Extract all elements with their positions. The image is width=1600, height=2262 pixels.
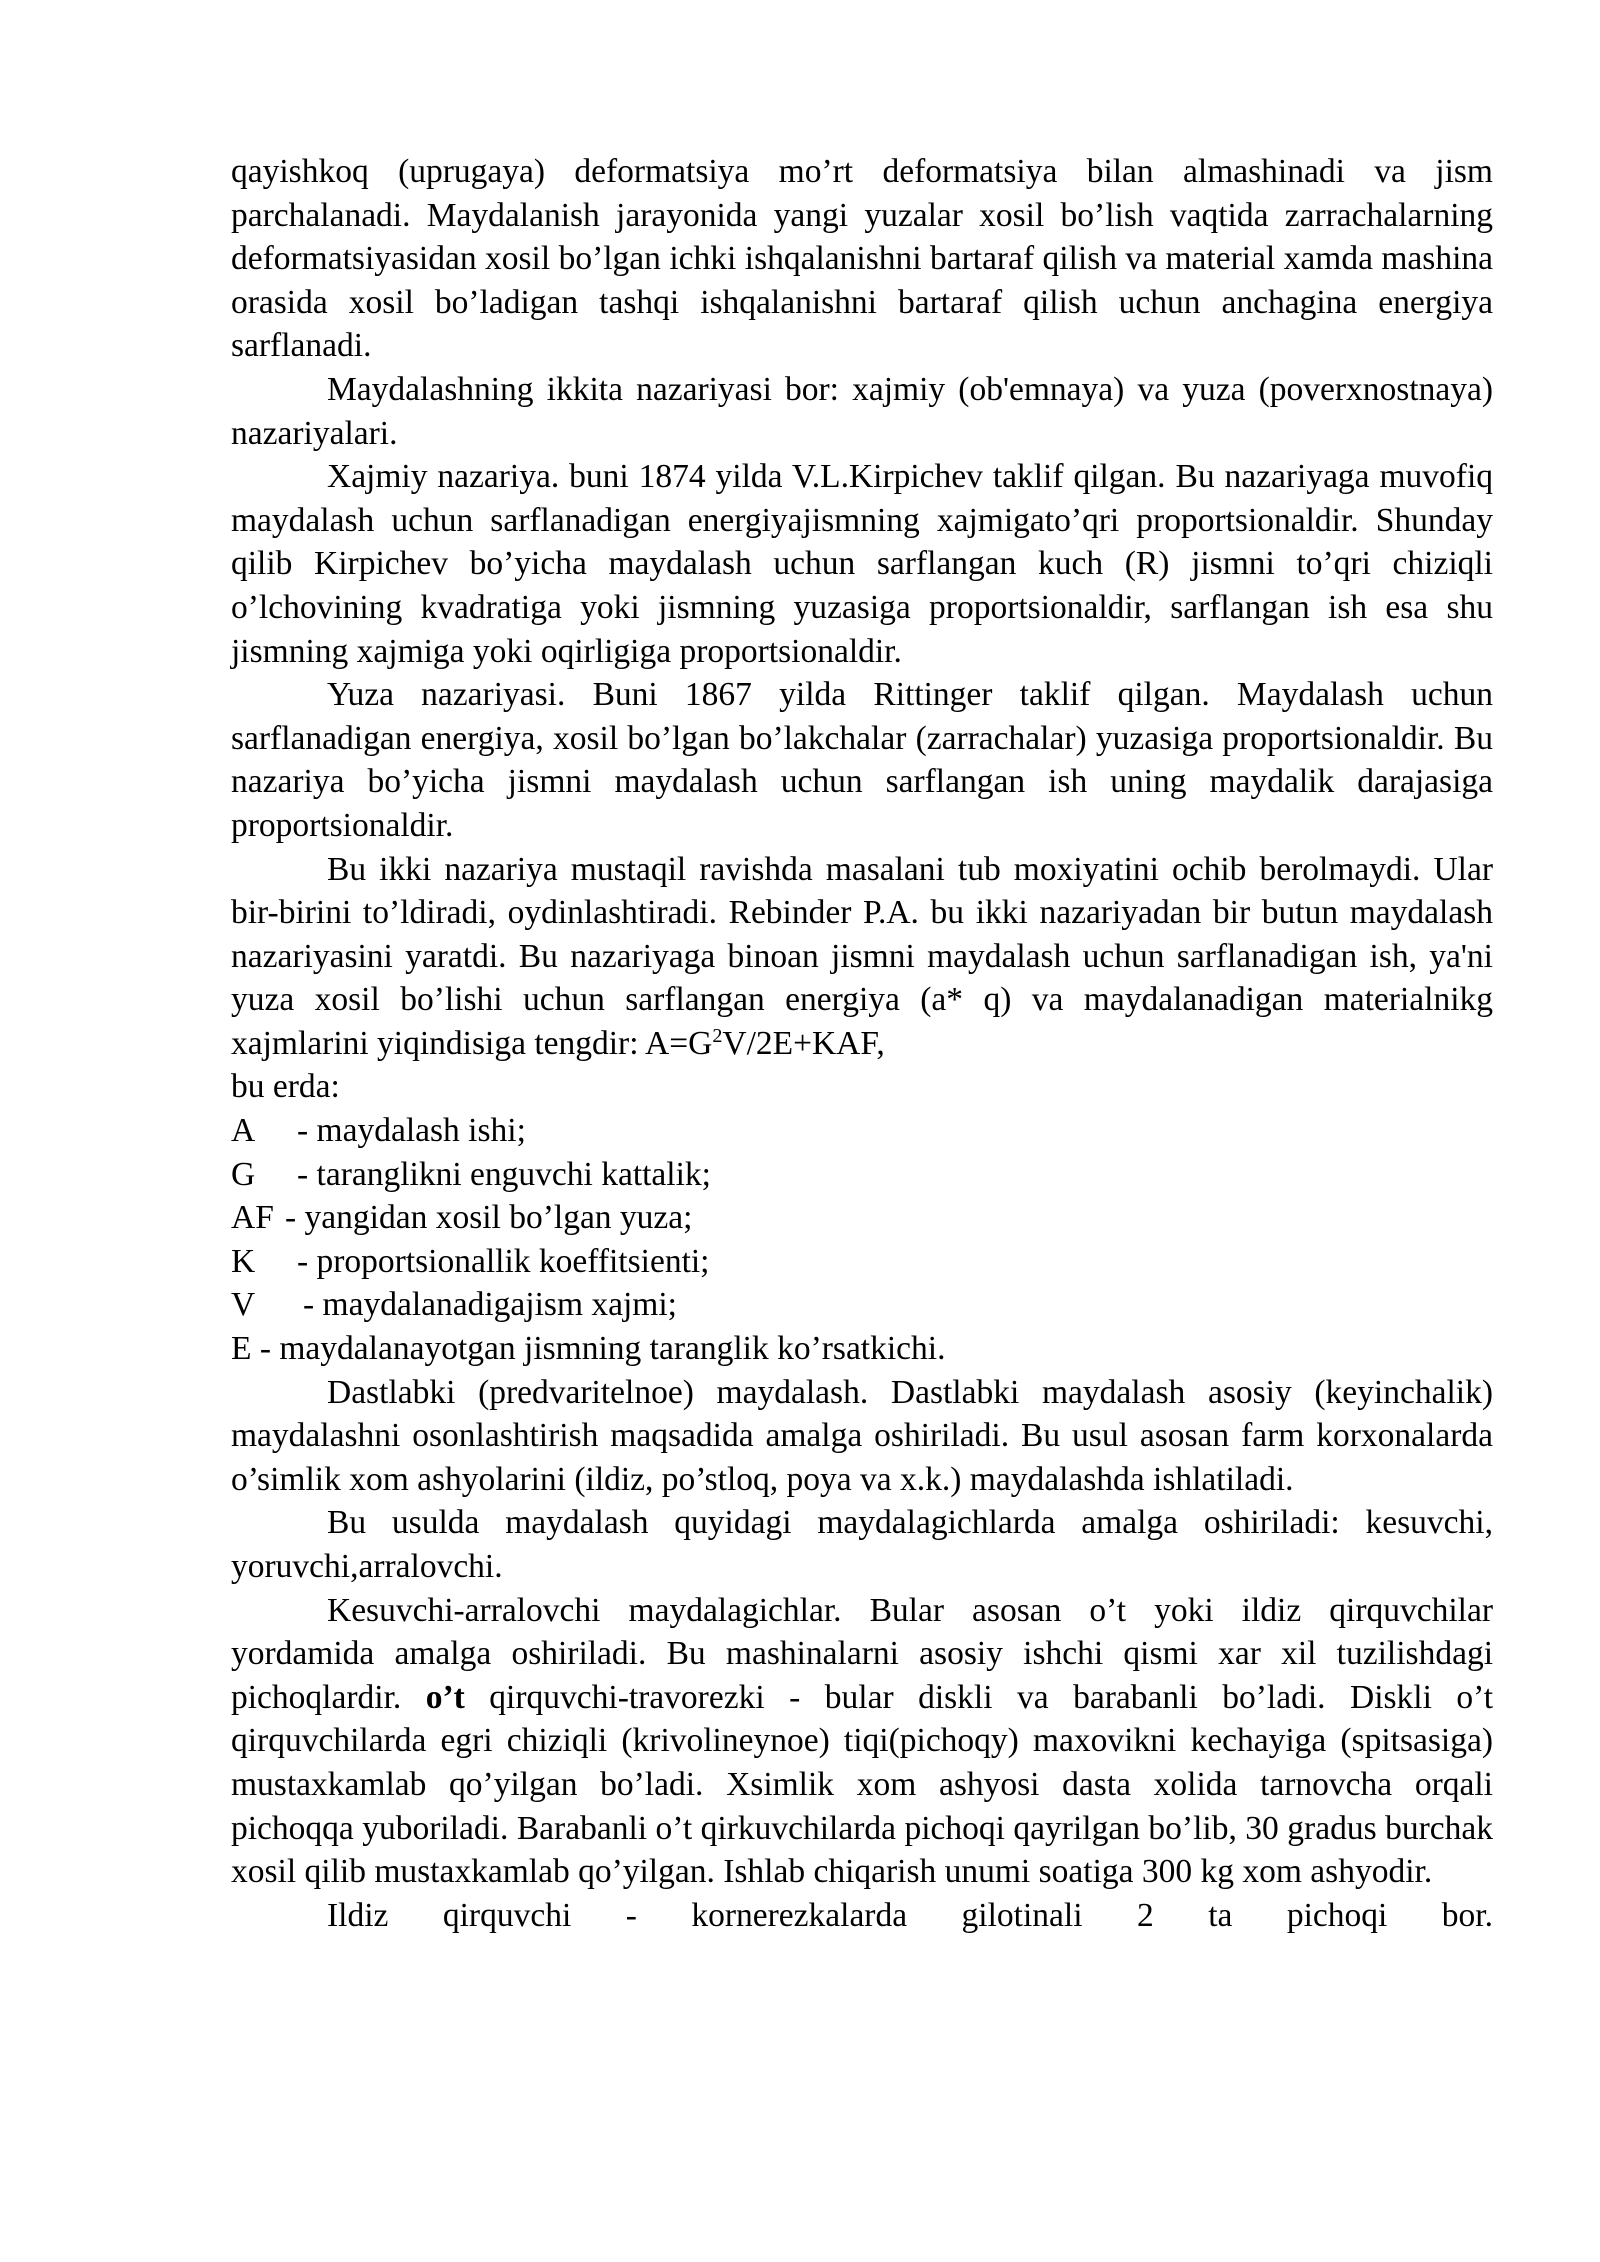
definition-item xyxy=(231,1283,1493,1327)
paragraph-surface-theory: Yuza nazariyasi. Buni 1867 yilda Rittinger taklif qilgan. Maydalash uchun sarflanadigan energiya, xosil bo’lgan bo’lakchalar (zarrachalar) yuzasiga proportsionaldir. Bu nazariya bo’yicha jismni maydalash uchun sarflangan ish uning maydalik darajasiga proportsionaldir. xyxy=(231,676,1493,844)
cutting-text-a: Kesuvchi-arralovchi maydalagichlar. Bular asosan o’t yoki ildiz qirquvchilar yordamida amalga oshiriladi. Bu mashinalarni asosiy ishchi qismi xar xil tuzilishdagi pichoqlardir. xyxy=(231,1591,1493,1716)
paragraph-deformation: qayishkoq (uprugaya) deformatsiya mo’rt deformatsiya bilan almashinadi va jism parchalanadi. Maydalanish jarayonida yangi yuzalar xosil bo’lish vaqtida zarrachalarning deformatsiyasidan xosil bo’lgan ichki ishqalanishni bartaraf qilish va material xamda mashina orasida xosil bo’ladigan tashqi ishqalanishni bartaraf qilish uchun anchagina energiya sarflanadi. xyxy=(231,153,1493,365)
definition-description: - proportsionallik koeffitsienti; xyxy=(297,1242,710,1280)
cutting-bold-term: o’t xyxy=(425,1678,465,1716)
definitions-list xyxy=(231,1109,1493,1371)
definition-symbol: G xyxy=(231,1155,256,1193)
definition-symbol: K xyxy=(231,1242,256,1280)
paragraph-root-cutter: Ildiz qirquvchi - kornerezkalarda gilotinali 2 ta pichoqi bor. xyxy=(327,1896,1493,1934)
paragraph-grinders-list: Bu usulda maydalash quyidagi maydalagichlarda amalga oshiriladi: kesuvchi, yoruvchi,arralovchi. xyxy=(231,1504,1493,1585)
definition-item xyxy=(231,1109,1493,1153)
definition-item-e: E - maydalanayotgan jismning taranglik ko’rsatkichi. xyxy=(231,1330,946,1368)
formula-part-2: V/2E+KAF, xyxy=(722,1024,885,1062)
definition-symbol: V xyxy=(231,1286,256,1324)
definition-symbol: AF xyxy=(231,1199,274,1237)
definition-symbol: A xyxy=(231,1112,256,1150)
definition-description: - yangidan xosil bo’lgan yuza; xyxy=(285,1199,693,1237)
definition-item xyxy=(231,1240,1493,1284)
definition-description: - taranglikni enguvchi kattalik; xyxy=(297,1155,711,1193)
paragraph-preliminary-grinding: Dastlabki (predvaritelnoe) maydalash. Dastlabki maydalash asosiy (keyinchalik) maydalashni osonlashtirish maqsadida amalga oshiriladi. Bu usul asosan farm korxonalarda o’simlik xom ashyolarini (ildiz, po’stloq, poya va x.k.) maydalashda ishlatiladi. xyxy=(231,1373,1493,1498)
definition-description: - maydalash ishi; xyxy=(297,1112,526,1150)
definition-description: - maydalanadigajism xajmi; xyxy=(303,1286,677,1324)
paragraph-volume-theory: Xajmiy nazariya. buni 1874 yilda V.L.Kirpichev taklif qilgan. Bu nazariyaga muvofiq maydalash uchun sarflanadigan energiyajismning xajmigato’qri proportsionaldir. Shunday qilib Kirpichev bo’yicha maydalash uchun sarflangan kuch (R) jismni to’qri chiziqli o’lchovining kvadratiga yoki jismning yuzasiga proportsionaldir, sarflangan ish esa shu jismning xajmiga yoki oqirligiga proportsionaldir. xyxy=(231,458,1493,670)
definition-item xyxy=(231,1196,1493,1240)
cutting-text-b: qirquvchi-travorezki - bular diskli va barabanli bo’ladi. Diskli o’t qirquvchilarda egri chiziqli (krivolineynoe) tiqi(pichoqy) maxovikni kechayiga (spitsasiga) mustaxkamlab qo’yilgan bo’ladi. Xsimlik xom ashyosi dasta xolida tarnovcha orqali pichoqqa yuboriladi. Barabanli o’t qirkuvchilarda pichoqi qayrilgan bo’lib, 30 gradus burchak xosil qilib mustaxkamlab qo’yilgan. Ishlab chiqarish unumi soatiga 300 kg xom ashyodir. xyxy=(231,1678,1494,1891)
formula-exponent: 2 xyxy=(712,1024,723,1047)
paragraph-rebinder-theory xyxy=(231,848,1493,1066)
rebinder-text: Bu ikki nazariya mustaqil ravishda masalani tub moxiyatini ochib berolmaydi. Ular bir-birini to’ldiradi, oydinlashtiradi. Rebinder P.A. bu ikki nazariyadan bir butun maydalash nazariyasini yaratdi. Bu nazariyaga binoan jismni maydalash uchun sarflanadigan ish, ya'ni yuza xosil bo’lishi uchun sarflangan energiya (a* q) va maydalanadigan materialnikg xajmlarini yiqindisiga tengdir: xyxy=(231,850,1493,1062)
paragraph-theories-intro: Maydalashning ikkita nazariyasi bor: xajmiy (ob'emnaya) va yuza (poverxnostnaya) nazariyalari. xyxy=(231,370,1493,452)
formula-part-1: A=G xyxy=(645,1024,713,1062)
document-body xyxy=(231,150,1493,1937)
where-label: bu erda: xyxy=(231,1068,340,1106)
paragraph-cutting-grinders xyxy=(231,1589,1493,1894)
formula xyxy=(645,1025,885,1062)
definition-item xyxy=(231,1153,1493,1197)
